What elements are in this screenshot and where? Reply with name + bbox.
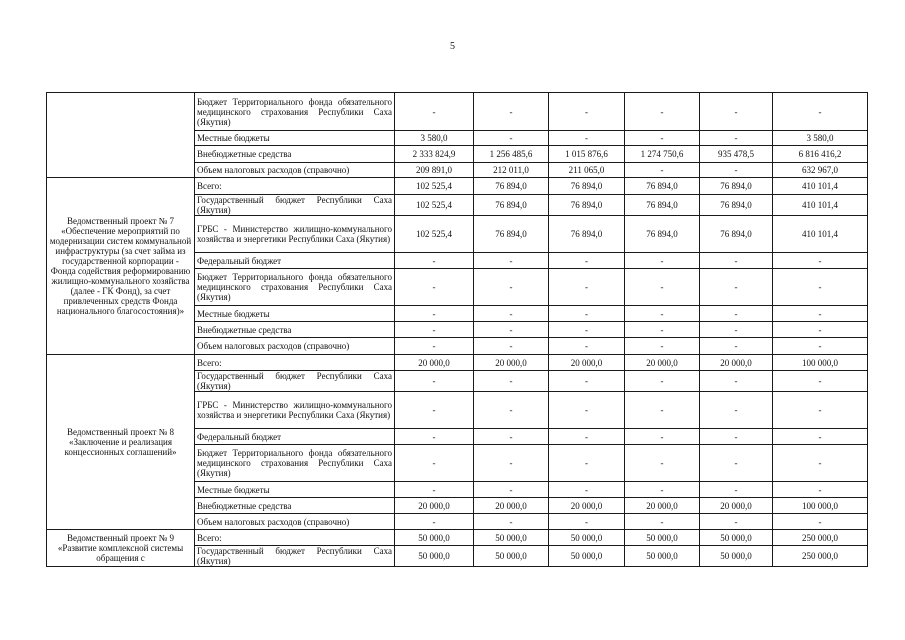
year-value-cell: 211 065,0 <box>549 163 625 178</box>
year-value-cell: - <box>474 253 549 269</box>
project-name-cell <box>47 93 195 178</box>
year-value-cell: - <box>700 93 773 131</box>
year-value-cell: - <box>700 445 773 482</box>
funding-source-cell: ГРБС - Министерство жилищно-коммунального хозяйства и энергетики Республики Саха (Якутия) <box>195 216 395 253</box>
total-value-cell: 3 580,0 <box>773 131 868 146</box>
year-value-cell: - <box>549 322 625 338</box>
table-row <box>47 178 868 195</box>
total-value-cell: 100 000,0 <box>773 498 868 514</box>
year-value-cell: 20 000,0 <box>700 355 773 371</box>
year-value-cell: 50 000,0 <box>700 546 773 567</box>
funding-source-cell: Внебюджетные средства <box>195 498 395 514</box>
year-value-cell: 50 000,0 <box>395 546 474 567</box>
year-value-cell: - <box>395 322 474 338</box>
total-value-cell: - <box>773 269 868 306</box>
year-value-cell: - <box>549 253 625 269</box>
year-value-cell: 50 000,0 <box>474 530 549 546</box>
year-value-cell: - <box>625 253 700 269</box>
year-value-cell: - <box>474 429 549 445</box>
year-value-cell: - <box>395 429 474 445</box>
year-value-cell: - <box>395 93 474 131</box>
year-value-cell: - <box>474 322 549 338</box>
year-value-cell: - <box>625 445 700 482</box>
funding-source-cell: Государственный бюджет Республики Саха (Якутия) <box>195 371 395 392</box>
year-value-cell: - <box>474 392 549 429</box>
year-value-cell: - <box>700 429 773 445</box>
year-value-cell: - <box>625 131 700 146</box>
year-value-cell: - <box>700 322 773 338</box>
total-value-cell: - <box>773 371 868 392</box>
year-value-cell: - <box>625 429 700 445</box>
year-value-cell: - <box>700 131 773 146</box>
year-value-cell: - <box>549 445 625 482</box>
funding-source-cell: Федеральный бюджет <box>195 253 395 269</box>
year-value-cell: - <box>625 514 700 530</box>
year-value-cell: - <box>700 392 773 429</box>
year-value-cell: 50 000,0 <box>395 530 474 546</box>
funding-source-cell: Федеральный бюджет <box>195 429 395 445</box>
budget-table <box>46 92 868 567</box>
year-value-cell: - <box>549 338 625 355</box>
funding-source-cell: Бюджет Территориального фонда обязательного медицинского страхования Республики Саха (Якутия) <box>195 269 395 306</box>
funding-source-cell: Объем налоговых расходов (справочно) <box>195 338 395 355</box>
year-value-cell: 102 525,4 <box>395 195 474 216</box>
total-value-cell: - <box>773 322 868 338</box>
year-value-cell: - <box>395 392 474 429</box>
year-value-cell: - <box>549 371 625 392</box>
year-value-cell: - <box>474 93 549 131</box>
year-value-cell: - <box>395 338 474 355</box>
year-value-cell: 50 000,0 <box>625 546 700 567</box>
year-value-cell: - <box>625 371 700 392</box>
year-value-cell: - <box>625 392 700 429</box>
year-value-cell: - <box>395 371 474 392</box>
total-value-cell: 100 000,0 <box>773 355 868 371</box>
table-row <box>47 355 868 371</box>
year-value-cell: - <box>549 392 625 429</box>
total-value-cell: - <box>773 253 868 269</box>
year-value-cell: - <box>474 269 549 306</box>
year-value-cell: - <box>625 338 700 355</box>
page-number: 5 <box>450 41 455 52</box>
year-value-cell: 20 000,0 <box>549 498 625 514</box>
year-value-cell: 20 000,0 <box>395 498 474 514</box>
total-value-cell: 410 101,4 <box>773 178 868 195</box>
funding-source-cell: Государственный бюджет Республики Саха (Якутия) <box>195 195 395 216</box>
year-value-cell: 50 000,0 <box>474 546 549 567</box>
project-name-cell: Ведомственный проект № 7 «Обеспечение мероприятий по модернизации систем коммунальной инфраструктуры (за счет займа из государственной корпорации - Фонда содействия реформированию жилищно-коммунального хозяйства (далее - ГК Фонд), за счет привлеченных средств Фонда национального благосостояния)» <box>47 178 195 355</box>
year-value-cell: - <box>625 306 700 322</box>
year-value-cell: 76 894,0 <box>474 216 549 253</box>
year-value-cell: 76 894,0 <box>474 195 549 216</box>
year-value-cell: - <box>474 371 549 392</box>
year-value-cell: 20 000,0 <box>549 355 625 371</box>
year-value-cell: 20 000,0 <box>625 355 700 371</box>
year-value-cell: 76 894,0 <box>474 178 549 195</box>
year-value-cell: 3 580,0 <box>395 131 474 146</box>
year-value-cell: - <box>700 338 773 355</box>
year-value-cell: - <box>549 131 625 146</box>
total-value-cell: - <box>773 429 868 445</box>
year-value-cell: - <box>549 429 625 445</box>
year-value-cell: 50 000,0 <box>625 530 700 546</box>
total-value-cell: - <box>773 93 868 131</box>
year-value-cell: - <box>700 514 773 530</box>
year-value-cell: - <box>395 482 474 498</box>
total-value-cell: 6 816 416,2 <box>773 146 868 163</box>
year-value-cell: - <box>474 445 549 482</box>
funding-source-cell: Всего: <box>195 178 395 195</box>
year-value-cell: - <box>549 93 625 131</box>
year-value-cell: 102 525,4 <box>395 178 474 195</box>
total-value-cell: - <box>773 338 868 355</box>
year-value-cell: 76 894,0 <box>549 178 625 195</box>
table-row <box>47 93 868 131</box>
year-value-cell: 209 891,0 <box>395 163 474 178</box>
total-value-cell: 410 101,4 <box>773 216 868 253</box>
year-value-cell: 20 000,0 <box>474 355 549 371</box>
funding-source-cell: Бюджет Территориального фонда обязательного медицинского страхования Республики Саха (Якутия) <box>195 93 395 131</box>
year-value-cell: - <box>395 269 474 306</box>
total-value-cell: 410 101,4 <box>773 195 868 216</box>
total-value-cell: 250 000,0 <box>773 546 868 567</box>
year-value-cell: - <box>549 482 625 498</box>
year-value-cell: - <box>700 253 773 269</box>
year-value-cell: - <box>700 371 773 392</box>
year-value-cell: 76 894,0 <box>625 216 700 253</box>
year-value-cell: - <box>395 514 474 530</box>
year-value-cell: 50 000,0 <box>549 530 625 546</box>
year-value-cell: - <box>625 322 700 338</box>
year-value-cell: 50 000,0 <box>700 530 773 546</box>
total-value-cell: 250 000,0 <box>773 530 868 546</box>
year-value-cell: 20 000,0 <box>700 498 773 514</box>
year-value-cell: 935 478,5 <box>700 146 773 163</box>
year-value-cell: - <box>395 445 474 482</box>
year-value-cell: - <box>549 514 625 530</box>
year-value-cell: 20 000,0 <box>625 498 700 514</box>
year-value-cell: - <box>700 306 773 322</box>
year-value-cell: 102 525,4 <box>395 216 474 253</box>
year-value-cell: 76 894,0 <box>549 195 625 216</box>
year-value-cell: 20 000,0 <box>474 498 549 514</box>
funding-source-cell: Местные бюджеты <box>195 131 395 146</box>
year-value-cell: - <box>700 269 773 306</box>
year-value-cell: - <box>474 482 549 498</box>
year-value-cell: - <box>625 163 700 178</box>
year-value-cell: - <box>474 514 549 530</box>
year-value-cell: 212 011,0 <box>474 163 549 178</box>
year-value-cell: 76 894,0 <box>700 216 773 253</box>
project-name-cell: Ведомственный проект № 9 «Развитие комплексной системы обращения с <box>47 530 195 567</box>
funding-source-cell: Объем налоговых расходов (справочно) <box>195 514 395 530</box>
year-value-cell: 1 274 750,6 <box>625 146 700 163</box>
year-value-cell: - <box>700 163 773 178</box>
total-value-cell: - <box>773 306 868 322</box>
year-value-cell: 1 256 485,6 <box>474 146 549 163</box>
total-value-cell: - <box>773 482 868 498</box>
year-value-cell: - <box>395 253 474 269</box>
year-value-cell: - <box>625 482 700 498</box>
funding-source-cell: Внебюджетные средства <box>195 146 395 163</box>
year-value-cell: 76 894,0 <box>700 195 773 216</box>
year-value-cell: - <box>395 306 474 322</box>
table-row <box>47 530 868 546</box>
funding-source-cell: Местные бюджеты <box>195 482 395 498</box>
year-value-cell: - <box>549 269 625 306</box>
year-value-cell: - <box>625 93 700 131</box>
total-value-cell: - <box>773 514 868 530</box>
year-value-cell: 76 894,0 <box>625 195 700 216</box>
funding-source-cell: Объем налоговых расходов (справочно) <box>195 163 395 178</box>
total-value-cell: 632 967,0 <box>773 163 868 178</box>
year-value-cell: 76 894,0 <box>625 178 700 195</box>
year-value-cell: - <box>474 338 549 355</box>
year-value-cell: - <box>700 482 773 498</box>
year-value-cell: - <box>625 269 700 306</box>
total-value-cell: - <box>773 445 868 482</box>
year-value-cell: - <box>474 306 549 322</box>
year-value-cell: 76 894,0 <box>700 178 773 195</box>
total-value-cell: - <box>773 392 868 429</box>
year-value-cell: 20 000,0 <box>395 355 474 371</box>
funding-source-cell: Всего: <box>195 530 395 546</box>
funding-source-cell: Всего: <box>195 355 395 371</box>
funding-source-cell: Государственный бюджет Республики Саха (Якутия) <box>195 546 395 567</box>
funding-source-cell: Внебюджетные средства <box>195 322 395 338</box>
year-value-cell: - <box>474 131 549 146</box>
year-value-cell: 1 015 876,6 <box>549 146 625 163</box>
funding-source-cell: Местные бюджеты <box>195 306 395 322</box>
funding-source-cell: Бюджет Территориального фонда обязательного медицинского страхования Республики Саха (Якутия) <box>195 445 395 482</box>
year-value-cell: 50 000,0 <box>549 546 625 567</box>
project-name-cell: Ведомственный проект № 8 «Заключение и реализация концессионных соглашений» <box>47 355 195 530</box>
year-value-cell: 76 894,0 <box>549 216 625 253</box>
year-value-cell: - <box>549 306 625 322</box>
year-value-cell: 2 333 824,9 <box>395 146 474 163</box>
funding-source-cell: ГРБС - Министерство жилищно-коммунального хозяйства и энергетики Республики Саха (Якутия) <box>195 392 395 429</box>
